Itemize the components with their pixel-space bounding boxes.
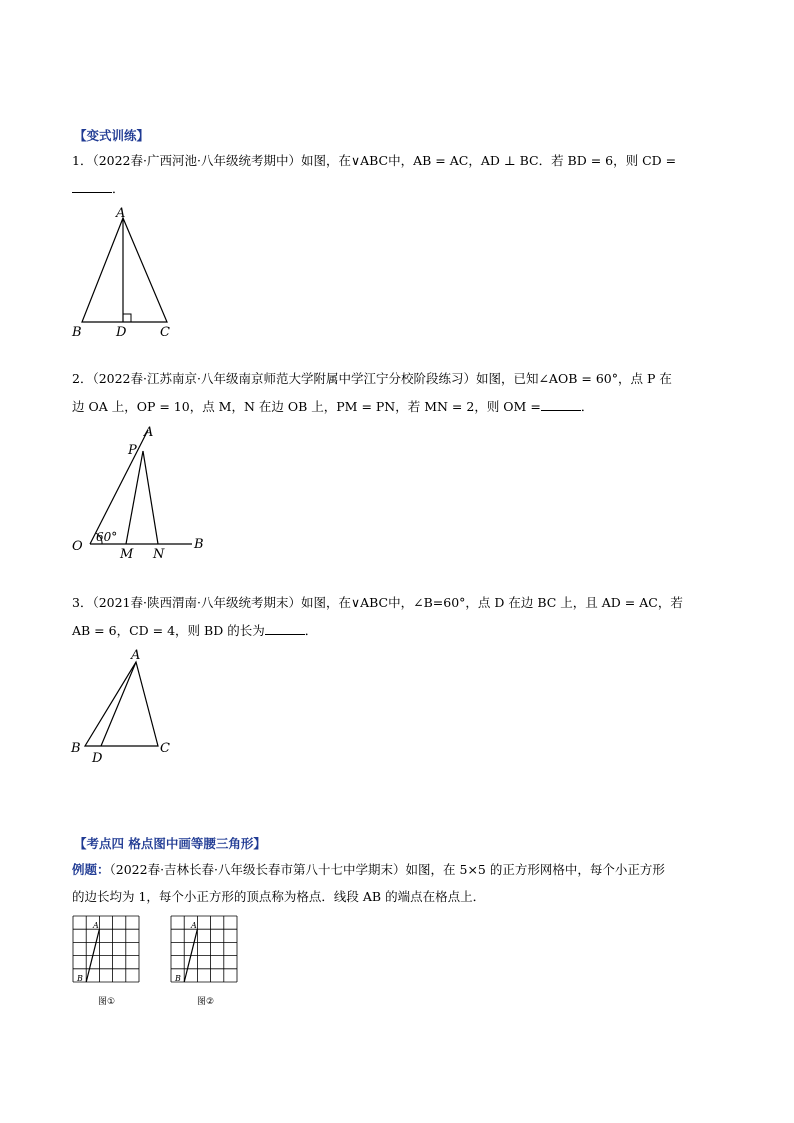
label-A: A (93, 921, 99, 930)
problem-3-text: （2021春·陕西渭南·八年级统考期末）如图，在∨ABC中，∠B=60°，点 D 在边 BC 上，且 AD = AC，若 (92, 595, 683, 610)
problem-1-line-2 (72, 180, 125, 197)
label-C: C (160, 325, 170, 340)
grid-lines (171, 916, 237, 982)
problem-3-figure (68, 645, 183, 770)
section-title-variant: 【变式训练】 (74, 128, 150, 143)
label-C: C (160, 741, 170, 756)
triangle-abc (85, 662, 158, 746)
example-label: 例题： (72, 862, 110, 877)
ray-oa (90, 430, 148, 544)
label-M: M (120, 547, 134, 562)
label-A: A (191, 921, 197, 930)
grid-caption-2: 图② (197, 997, 215, 1007)
problem-2-text: （2022春·江苏南京·八年级南京师范大学附属中学江宁分校阶段练习）如图，已知∠AOB = 60°，点 P 在 (92, 371, 672, 386)
label-A: A (144, 425, 154, 440)
answer-blank-3[interactable] (265, 622, 305, 635)
grid-figure-2 (170, 915, 242, 987)
answer-blank-1[interactable] (72, 180, 112, 193)
problem-3-text-2: AB = 6，CD = 4，则 BD 的长为 (72, 623, 265, 638)
label-B: B (175, 974, 181, 983)
problem-3-period: ． (304, 623, 318, 638)
section-title-kaodian-4: 【考点四 格点图中画等腰三角形】 (74, 836, 266, 851)
triangle-abc (82, 218, 167, 322)
problem-3-line-2 (72, 622, 317, 639)
label-P: P (128, 443, 137, 458)
label-angle-60: 60° (96, 530, 118, 544)
problem-2-text-2: 边 OA 上，OP = 10，点 M，N 在边 OB 上，PM = PN，若 MN = 2，则 OM = (72, 399, 541, 414)
example-line-2 (72, 889, 485, 905)
problem-2-line-1 (72, 371, 672, 387)
segment-pn (143, 451, 158, 544)
label-D: D (92, 751, 103, 766)
label-B: B (194, 537, 204, 552)
problem-2-number: 2． (72, 371, 93, 386)
problem-3-line-1 (72, 595, 683, 611)
grid-caption-1: 图① (98, 997, 116, 1007)
label-B: B (77, 974, 83, 983)
example-text-2: 的边长均为 1，每个小正方形的顶点称为格点．线段 AB 的端点在格点上． (72, 889, 486, 904)
label-A: A (116, 206, 126, 221)
grid-lines (73, 916, 139, 982)
label-N: N (153, 547, 165, 562)
grid-figure-1 (72, 915, 144, 987)
problem-3-number: 3． (72, 595, 93, 610)
problem-2-period: ． (580, 399, 594, 414)
label-B: B (72, 325, 82, 340)
segment-pm (126, 451, 143, 544)
example-text: （2022春·吉林长春·八年级长春市第八十七中学期末）如图，在 5×5 的正方形网格中，每个小正方形 (109, 862, 665, 877)
problem-1-figure (70, 205, 180, 340)
problem-2-figure (70, 420, 220, 562)
problem-1-period: ． (112, 181, 125, 196)
problem-1-line-1 (72, 153, 676, 169)
answer-blank-2[interactable] (541, 398, 581, 411)
segment-ad (101, 662, 136, 746)
problem-1-number: 1． (72, 153, 93, 168)
example-line-1 (72, 862, 665, 878)
problem-1-text: （2022春·广西河池·八年级统考期中）如图，在∨ABC中，AB = AC，AD ⊥ BC．若 BD = 6，则 CD = (92, 153, 677, 168)
label-D: D (116, 325, 127, 340)
label-O: O (72, 539, 83, 554)
label-A: A (131, 648, 141, 663)
problem-2-line-2 (72, 398, 593, 415)
label-B: B (71, 741, 81, 756)
right-angle-mark (123, 314, 131, 322)
